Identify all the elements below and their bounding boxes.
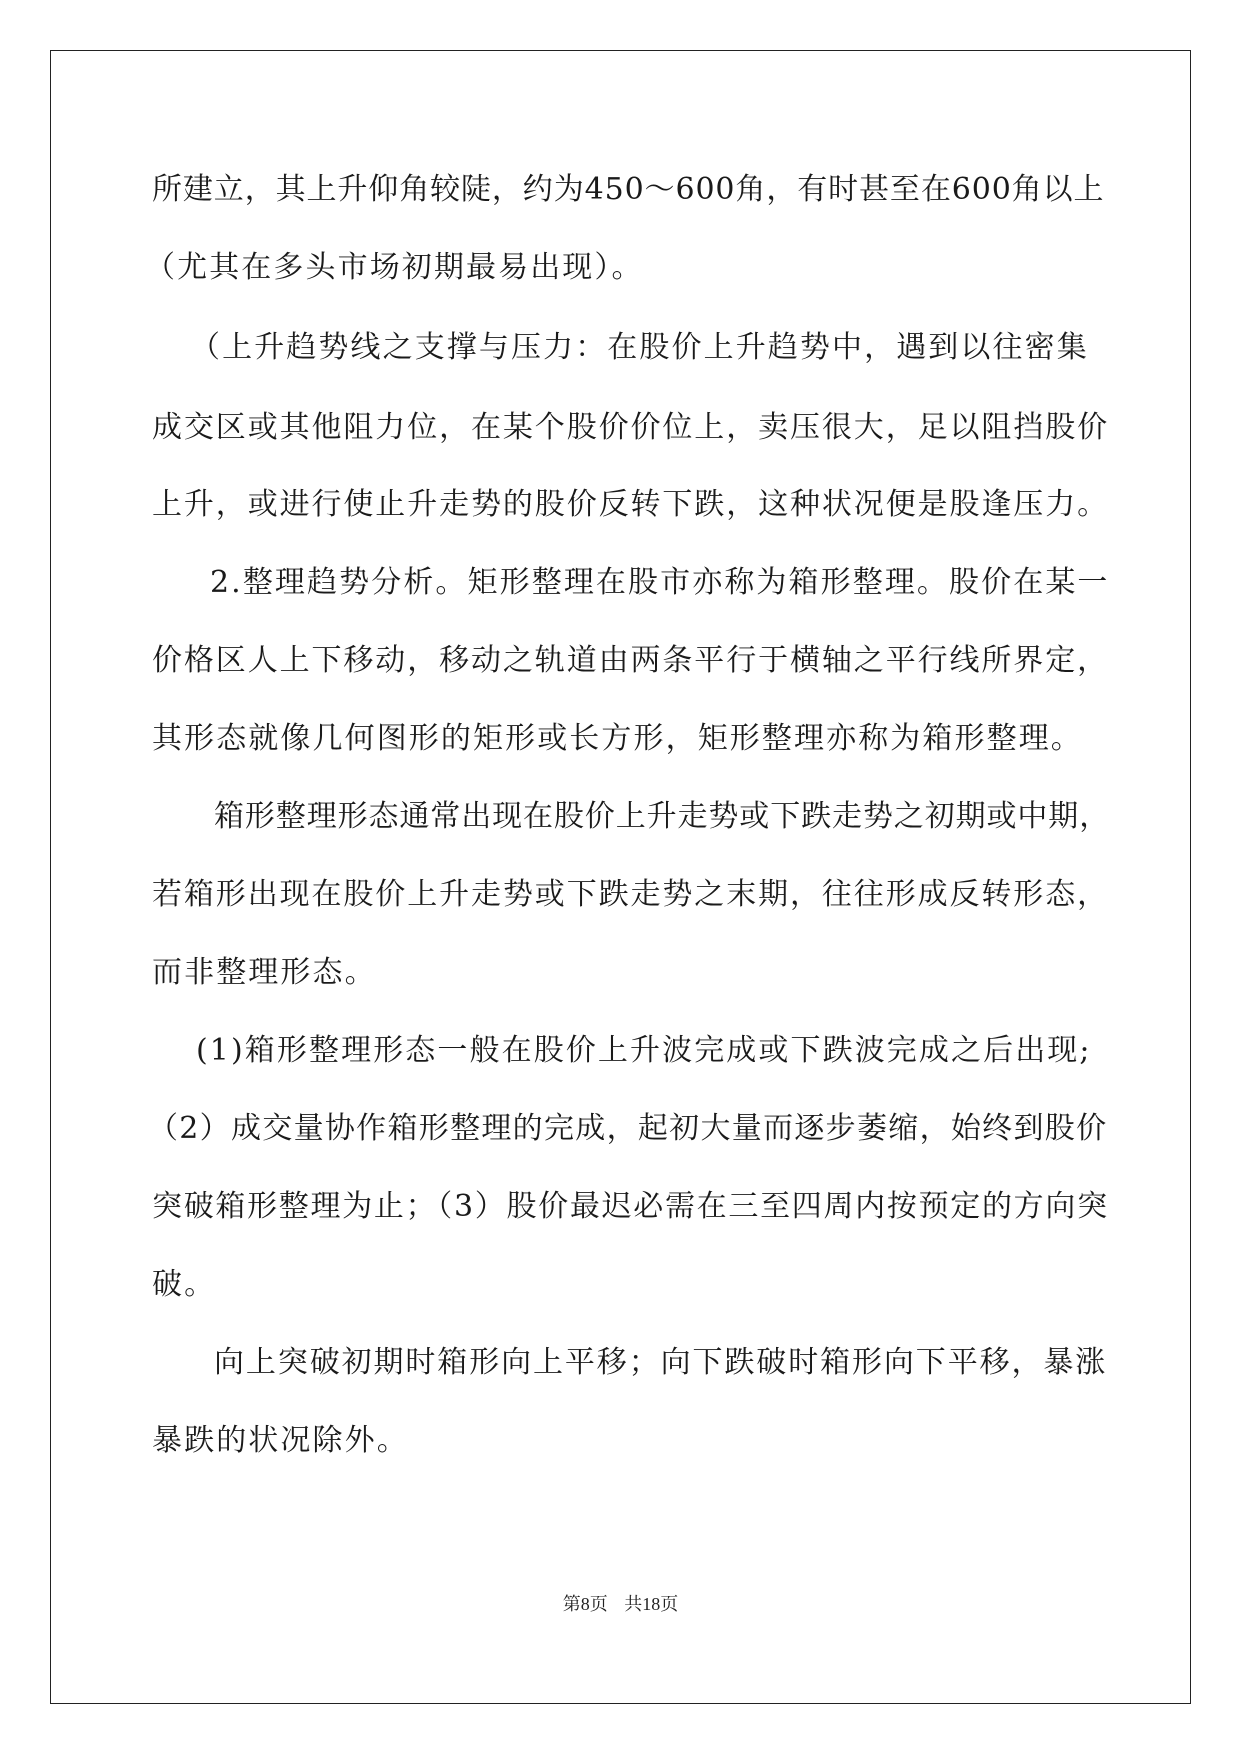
paragraph-line: （上升趋势线之支撑与压力：在股价上升趋势中，遇到以往密集 [190, 330, 1089, 365]
paragraph-line: 上升，或进行使止升走势的股价反转下跌，这种状况便是股逢压力。 [152, 487, 1109, 522]
paragraph-line: 价格区人上下移动，移动之轨道由两条平行于横轴之平行线所界定， [152, 643, 1109, 678]
paragraph-line: （尤其在多头市场初期最易出现）。 [145, 250, 644, 285]
paragraph-line: 箱形整理形态通常出现在股价上升走势或下跌走势之初期或中期， [214, 799, 1111, 834]
paragraph-line: 若箱形出现在股价上升走势或下跌走势之末期，往往形成反转形态， [152, 877, 1109, 912]
paragraph-line: 破。 [152, 1267, 217, 1302]
page-number-total: 共18页 [624, 1594, 679, 1614]
paragraph-line: 2.整理趋势分析。矩形整理在股市亦称为箱形整理。股价在某一 [210, 565, 1110, 600]
page-footer [0, 1590, 1241, 1616]
paragraph-line: 而非整理形态。 [152, 955, 377, 990]
paragraph-line: 成交区或其他阻力位，在某个股价价位上，卖压很大，足以阻挡股价 [152, 410, 1109, 445]
paragraph-line: (1)箱形整理形态一般在股价上升波完成或下跌波完成之后出现; [196, 1033, 1092, 1068]
paragraph-line: 所建立，其上升仰角较陡，约为450～600角，有时甚至在600角以上 [152, 172, 1105, 207]
page-number-current: 第8页 [562, 1594, 608, 1614]
paragraph-line: 向上突破初期时箱形向上平移；向下跌破时箱形向下平移，暴涨 [214, 1345, 1108, 1380]
paragraph-line: 暴跌的状况除外。 [152, 1423, 409, 1458]
paragraph-line: 其形态就像几何图形的矩形或长方形，矩形整理亦称为箱形整理。 [152, 721, 1083, 756]
paragraph-line: 突破箱形整理为止；（3）股价最迟必需在三至四周内按预定的方向突 [152, 1189, 1109, 1224]
paragraph-line: （2）成交量协作箱形整理的完成，起初大量而逐步萎缩，始终到股价 [148, 1111, 1108, 1146]
